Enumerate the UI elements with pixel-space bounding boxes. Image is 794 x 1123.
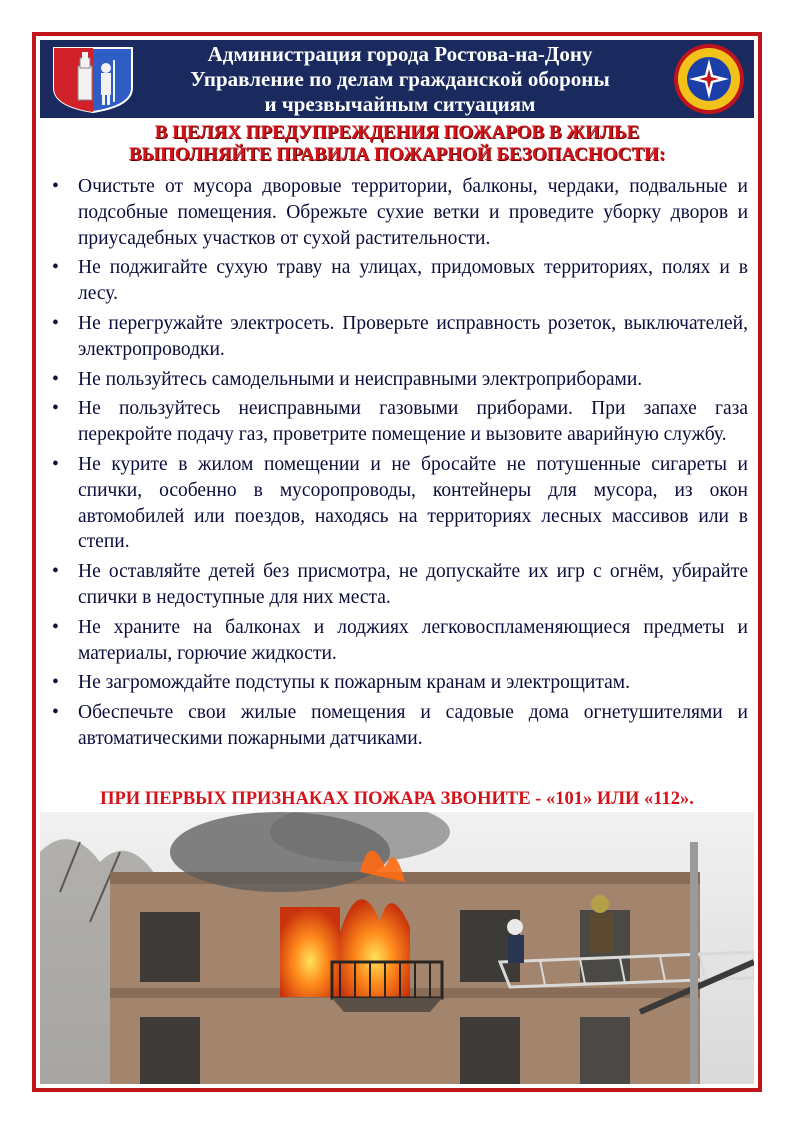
header-line-3: и чрезвычайным ситуациям [264,92,536,116]
bullet-icon: • [52,257,59,279]
bullet-icon: • [52,453,59,475]
rule-text: Не пользуйтесь неисправными газовыми приборами. При запахе газа перекройте подачу газ, проветрите помещение и вызовите аварийную службу. [78,398,748,446]
list-item [52,174,748,251]
list-item [52,255,748,307]
rule-text: Очистьте от мусора дворовые территории, балконы, чердаки, подвальные и подсобные помещения. Обрежьте сухие ветки и проведите уборку дворов и приусадебных участков от сухой растительности. [78,176,748,249]
city-coat-of-arms-icon [46,44,140,114]
rule-text: Не загромождайте подступы к пожарным кранам и электрощитам. [78,672,630,694]
bullet-icon: • [52,616,59,638]
list-item [52,367,748,393]
bullet-icon: • [52,398,59,420]
rule-text: Не храните на балконах и лоджиях легковоспламеняющиеся предметы и материалы, горючие жидкости. [78,616,748,664]
bullet-icon: • [52,368,59,390]
list-item [52,559,748,611]
rule-text: Не перегружайте электросеть. Проверьте исправность розеток, выключателей, электропроводки. [78,312,748,360]
rule-text: Не оставляйте детей без присмотра, не допускайте их игр с огнём, убирайте спички в недоступные для них места. [78,561,748,608]
list-item [52,396,748,448]
headline-line-2: ВЫПОЛНЯЙТЕ ПРАВИЛА ПОЖАРНОЙ БЕЗОПАСНОСТИ: [128,144,666,165]
header-line-1: Администрация города Ростова-на-Дону [207,42,593,66]
bullet-icon: • [52,672,59,694]
list-item [52,452,748,555]
header-title [150,40,650,117]
bullet-icon: • [52,702,59,724]
burning-building-photo [40,812,754,1084]
rule-text: Не поджигайте сухую траву на улицах, придомовых территориях, полях и в лесу. [78,257,748,305]
headline [40,122,754,166]
bullet-icon: • [52,176,59,197]
list-item [52,670,748,696]
list-item [52,700,748,752]
header-banner [40,40,754,118]
header-line-2: Управление по делам гражданской обороны [190,67,610,91]
bullet-icon: • [52,561,59,583]
rule-text: Обеспечьте свои жилые помещения и садовые дома огнетушителями и автоматическими пожарными датчиками. [78,702,748,749]
rule-text: Не курите в жилом помещении и не бросайте не потушенные сигареты и спички, особенно в мусоропроводы, контейнеры для мусора, из окон автомобилей или поездов, находясь на территориях лесных массивов или в степи. [78,453,748,553]
emergency-call-text: ПРИ ПЕРВЫХ ПРИЗНАКАХ ПОЖАРА ЗВОНИТЕ - «101» ИЛИ «112». [100,789,694,809]
rule-text: Не пользуйтесь самодельными и неисправными электроприборами. [78,368,643,390]
civil-defense-emblem-icon [672,42,746,116]
list-item [52,615,748,667]
list-item [52,311,748,363]
safety-rules-list [52,174,748,756]
headline-line-1: В ЦЕЛЯХ ПРЕДУПРЕЖДЕНИЯ ПОЖАРОВ В ЖИЛЬЕ [154,122,640,143]
bullet-icon: • [52,312,59,334]
